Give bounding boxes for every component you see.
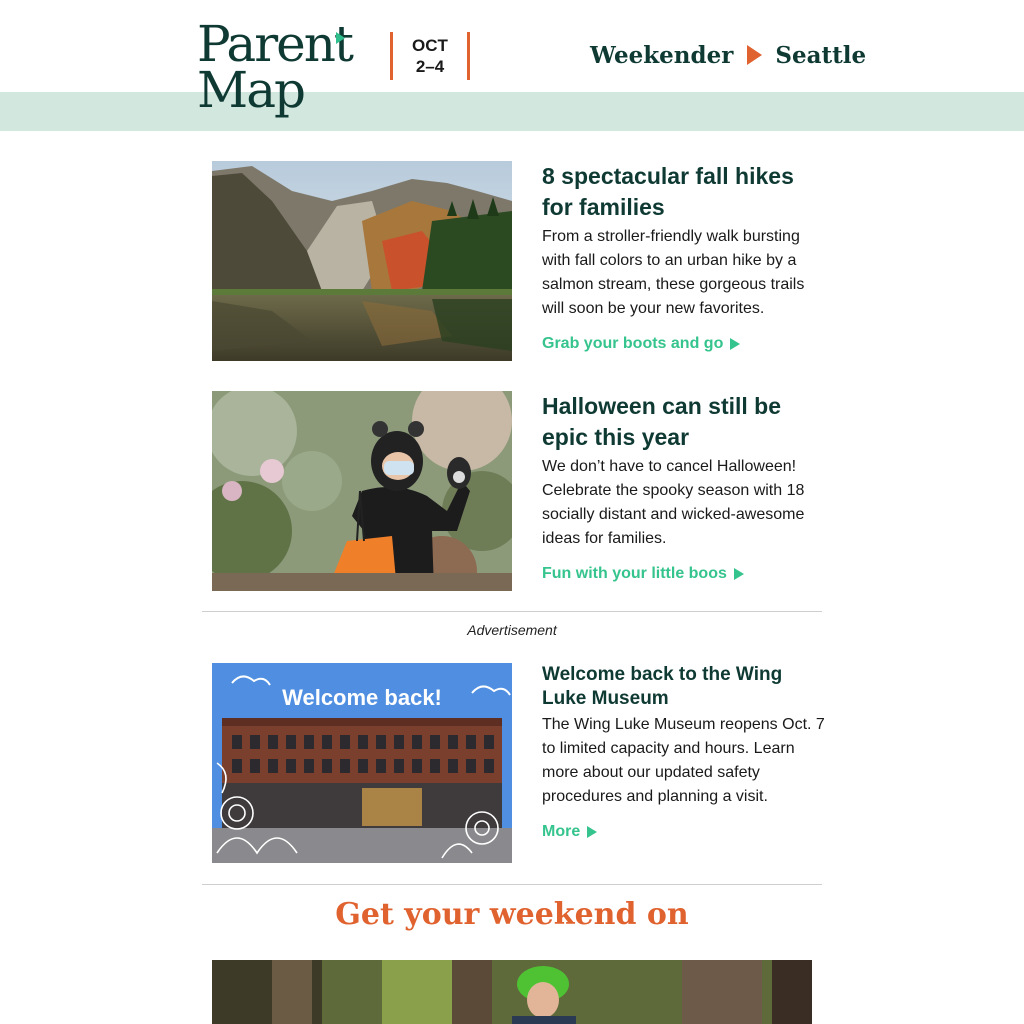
issue-date: [390, 32, 470, 80]
divider: [202, 884, 822, 885]
play-icon: [730, 338, 740, 350]
ad-image-wing-luke[interactable]: [212, 663, 512, 863]
article-image-fall-hikes[interactable]: [212, 161, 512, 361]
logo-line-1: Parent: [197, 15, 352, 73]
ad-card: [212, 663, 825, 863]
article-card: [212, 161, 822, 361]
cta-label: More: [542, 823, 581, 840]
article-cta-link[interactable]: [542, 332, 827, 356]
ad-image-text: Welcome back!: [282, 685, 442, 710]
issue-month: OCT: [412, 36, 448, 55]
ad-headline[interactable]: Welcome back to the Wing Luke Museum: [542, 664, 783, 709]
advertisement-label: Advertisement: [467, 622, 557, 638]
logo-line-2: Map: [197, 61, 305, 119]
article-image-halloween[interactable]: [212, 391, 512, 591]
cta-label: Grab your boots and go: [542, 335, 724, 352]
article-description: From a stroller-friendly walk bursting with fall colors to an urban hike by a salmon stream, these gorgeous trails will soon be your new favorites.: [542, 228, 805, 317]
ad-cta-link[interactable]: [542, 820, 827, 844]
ad-description: The Wing Luke Museum reopens Oct. 7 to limited capacity and hours. Learn more about our updated safety procedures and planning a visit.: [542, 716, 825, 805]
divider: [202, 611, 822, 612]
article-cta-link[interactable]: [542, 562, 827, 586]
play-icon: [587, 826, 597, 838]
parentmap-logo[interactable]: [197, 15, 357, 122]
weekend-hero-image[interactable]: [212, 960, 812, 1024]
article-headline[interactable]: Halloween can still be epic this year: [542, 393, 782, 450]
issue-days: 2–4: [415, 57, 445, 76]
header-band: [0, 92, 1024, 131]
arrow-right-icon: [747, 45, 762, 65]
article-description: We don’t have to cancel Halloween! Celebrate the spooky season with 18 socially distant and wicked-awesome ideas for families.: [542, 458, 805, 547]
edition-title: [590, 38, 866, 72]
edition-city: Seattle: [775, 41, 867, 69]
play-icon: [734, 568, 744, 580]
play-triangle-icon: [336, 32, 345, 44]
section-title: Get your weekend on: [335, 897, 689, 932]
article-card: [212, 391, 822, 591]
cta-label: Fun with your little boos: [542, 565, 727, 582]
edition-name: Weekender: [590, 41, 734, 69]
article-headline[interactable]: 8 spectacular fall hikes for families: [542, 163, 794, 220]
